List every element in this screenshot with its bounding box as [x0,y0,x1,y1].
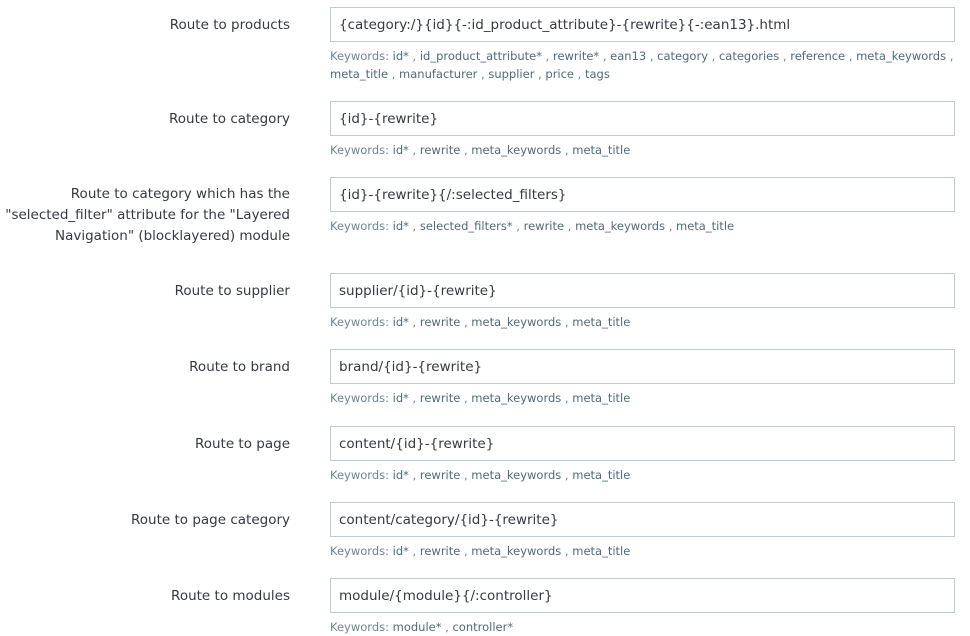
keyword-link[interactable]: meta_keywords [856,49,947,63]
keyword-link[interactable]: rewrite [419,544,461,558]
keyword-link[interactable]: meta_title [676,219,735,233]
keywords-help: Keywords: id* , rewrite , meta_keywords , meta_title [330,315,631,329]
keyword-link[interactable]: meta_keywords [471,143,562,157]
keyword-link[interactable]: meta_title [572,544,631,558]
keywords-help: Keywords: id* , id_product_attribute* , rewrite* , ean13 , category , categories , reference , meta_keywords , meta_title , manufacturer , supplier , price , tags [330,49,954,81]
keyword-link[interactable]: manufacturer [399,67,478,81]
keywords-label: Keywords: [330,391,389,405]
route-field [330,273,955,331]
keyword-link[interactable]: meta_title [572,143,631,157]
route-field [330,578,955,636]
keywords-help: Keywords: id* , rewrite , meta_keywords , meta_title [330,143,631,157]
keyword-link[interactable]: reference [790,49,846,63]
route-label: Route to brand [189,359,290,375]
route-layered-category-input[interactable] [330,177,955,212]
keywords-help: Keywords: id* , rewrite , meta_keywords , meta_title [330,468,631,482]
keyword-link[interactable]: meta_title [330,67,389,81]
route-category-input[interactable] [330,101,955,136]
keyword-link[interactable]: rewrite [419,143,461,157]
route-page-category-input[interactable] [330,502,955,537]
keyword-link[interactable]: rewrite* [552,49,600,63]
keyword-link[interactable]: supplier [488,67,535,81]
keyword-link[interactable]: meta_title [572,391,631,405]
keyword-link[interactable]: meta_keywords [471,544,562,558]
keywords-label: Keywords: [330,143,389,157]
keywords-label: Keywords: [330,544,389,558]
route-label: Route to supplier [174,283,290,299]
keywords-label: Keywords: [330,468,389,482]
keyword-link[interactable]: selected_filters* [419,219,513,233]
route-field [330,426,955,484]
route-label: Route to category [169,111,290,127]
route-supplier-input[interactable] [330,273,955,308]
route-field [330,7,955,83]
keyword-link[interactable]: categories [718,49,780,63]
keywords-help: Keywords: id* , rewrite , meta_keywords , meta_title [330,391,631,405]
keyword-link[interactable]: price [545,67,575,81]
keywords-help: Keywords: module* , controller* [330,620,514,634]
keyword-link[interactable]: meta_keywords [471,391,562,405]
route-label: Route to category which has the "selected_filter" attribute for the "Layered Navigation" (blocklayered) module [5,186,290,244]
keyword-link[interactable]: rewrite [419,468,461,482]
keyword-link[interactable]: category [657,49,708,63]
keyword-link[interactable]: id* [392,315,409,329]
keyword-link[interactable]: meta_title [572,315,631,329]
route-label: Route to products [169,17,290,33]
keyword-link[interactable]: rewrite [523,219,565,233]
keyword-link[interactable]: rewrite [419,315,461,329]
route-label: Route to modules [171,588,290,604]
keyword-link[interactable]: id_product_attribute* [419,49,542,63]
keywords-label: Keywords: [330,315,389,329]
keyword-link[interactable]: meta_title [572,468,631,482]
keyword-link[interactable]: id* [392,219,409,233]
route-brand-input[interactable] [330,349,955,384]
route-field [330,349,955,407]
route-label: Route to page category [131,512,290,528]
keywords-label: Keywords: [330,219,389,233]
keyword-link[interactable]: rewrite [419,391,461,405]
keywords-label: Keywords: [330,620,389,634]
keyword-link[interactable]: meta_keywords [575,219,666,233]
keyword-link[interactable]: id* [392,544,409,558]
keyword-link[interactable]: meta_keywords [471,468,562,482]
route-field [330,101,955,159]
route-modules-input[interactable] [330,578,955,613]
keyword-link[interactable]: module* [392,620,442,634]
keywords-label: Keywords: [330,49,389,63]
keywords-help: Keywords: id* , rewrite , meta_keywords , meta_title [330,544,631,558]
keyword-link[interactable]: controller* [452,620,514,634]
keyword-link[interactable]: id* [392,468,409,482]
route-field [330,177,955,235]
keyword-link[interactable]: id* [392,143,409,157]
route-page-input[interactable] [330,426,955,461]
route-label: Route to page [194,436,290,452]
keywords-help: Keywords: id* , selected_filters* , rewrite , meta_keywords , meta_title [330,219,735,233]
keyword-link[interactable]: tags [584,67,610,81]
keyword-link[interactable]: id* [392,49,409,63]
route-field [330,502,955,560]
keyword-link[interactable]: ean13 [610,49,647,63]
keyword-link[interactable]: meta_keywords [471,315,562,329]
route-products-input[interactable] [330,7,955,42]
keyword-link[interactable]: id* [392,391,409,405]
